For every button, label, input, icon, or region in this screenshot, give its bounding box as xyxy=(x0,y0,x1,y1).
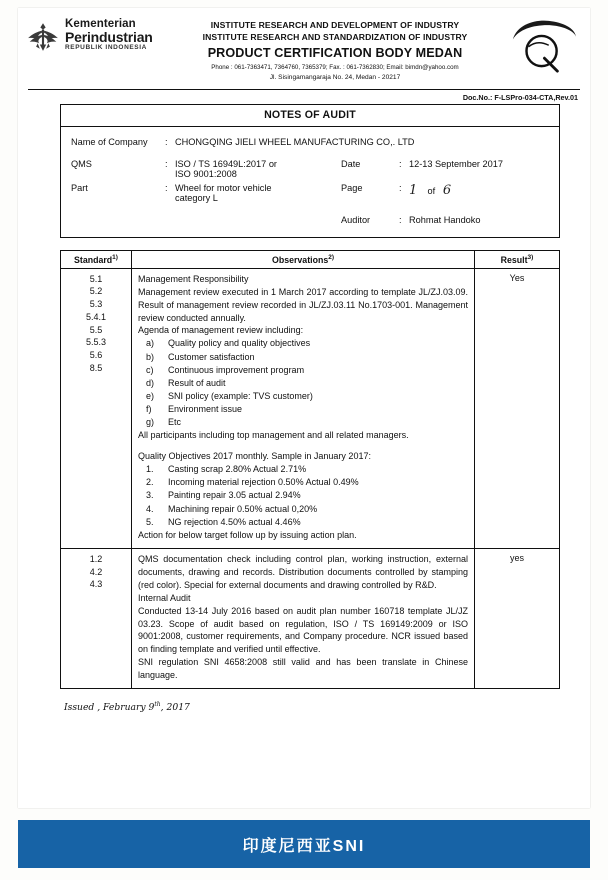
doc-number: Doc.No.: F-LSPro-034-CTA,Rev.01 xyxy=(462,92,578,102)
standard-item: 5.6 xyxy=(89,350,103,361)
row2-result: yes xyxy=(475,548,560,689)
date-colon: : xyxy=(399,158,402,169)
part-value-line1: Wheel for motor vehicle xyxy=(175,182,272,193)
qms-block xyxy=(61,159,341,179)
qms-label: QMS xyxy=(71,158,92,169)
list-text: Quality policy and quality objectives xyxy=(168,338,311,349)
header-observations-label: Observations xyxy=(271,254,329,265)
observation-paragraph: Agenda of management review including: xyxy=(138,325,304,336)
list-item xyxy=(146,489,468,502)
org-line2: INSTITUTE RESEARCH AND STANDARDIZATION OF INDUSTRY xyxy=(202,31,468,42)
org-address: Jl. Sisingamangaraja No. 24, Medan - 20217 xyxy=(269,74,401,82)
row-spacer xyxy=(61,149,559,157)
part-value xyxy=(175,183,341,203)
notes-info-grid xyxy=(61,127,559,237)
header-result xyxy=(475,250,560,268)
list-item xyxy=(146,351,468,364)
paragraph-spacer xyxy=(138,442,468,450)
list-text: NG rejection 4.50% actual 4.46% xyxy=(168,516,301,527)
company-value: CHONGQING JIELI WHEEL MANUFACTURING CO,. LTD xyxy=(175,136,415,147)
qms-value-line2: ISO 9001:2008 xyxy=(175,168,237,179)
auditor-colon: : xyxy=(399,214,402,225)
table-header-row xyxy=(61,250,560,268)
header-standard-label: Standard xyxy=(74,254,113,265)
list-marker: c) xyxy=(146,364,154,375)
org-contact: Phone : 061-7363471, 7364760, 7365379; Fax. : 061-7362830; Email: bimdn@yahoo.com xyxy=(211,64,459,72)
issued-ordinal: th xyxy=(154,701,161,709)
observation-paragraph: Management Responsibility xyxy=(138,273,249,284)
date-block xyxy=(341,159,559,169)
page-label: Page xyxy=(341,182,363,193)
header-observations xyxy=(132,250,475,268)
garuda-eagle-icon xyxy=(26,20,60,54)
auditor-row xyxy=(61,213,559,227)
row2-observations xyxy=(132,548,475,689)
list-marker: g) xyxy=(146,417,155,428)
date-value: 12-13 September 2017 xyxy=(409,158,503,169)
list-marker: d) xyxy=(146,377,155,388)
observation-paragraph: Conducted 13-14 July 2016 based on audit plan number 160718 template JL/JZ 03.23. Scope of audit based on regulation, ISO / TS 169149:2009 or ISO 9001:2008, customer requirements, and Company procedure. NCR issued based on finding template and verified until effective. xyxy=(138,605,468,655)
row1-result: Yes xyxy=(475,268,560,548)
list-text: Casting scrap 2.80% Actual 2.71% xyxy=(168,464,307,475)
ministry-line3: REPUBLIK INDONESIA xyxy=(65,43,147,51)
page-total: 6 xyxy=(442,182,452,198)
list-marker: a) xyxy=(146,338,155,349)
auditor-block xyxy=(341,215,559,225)
observation-paragraph: All participants including top management and all related managers. xyxy=(138,430,409,441)
standard-item: 5.1 xyxy=(89,273,103,284)
list-text: Result of audit xyxy=(168,377,226,388)
notes-title: NOTES OF AUDIT xyxy=(61,105,559,127)
list-text: Customer satisfaction xyxy=(168,351,255,362)
list-text: Machining repair 0.50% actual 0,20% xyxy=(168,503,318,514)
footer-banner xyxy=(18,820,590,868)
header-standard xyxy=(61,250,132,268)
ministry-title xyxy=(65,18,153,52)
org-line3: PRODUCT CERTIFICATION BODY MEDAN xyxy=(207,46,463,61)
standard-item: 5.2 xyxy=(89,286,103,297)
list-item xyxy=(146,516,468,529)
list-text: Environment issue xyxy=(168,404,243,415)
list-marker: f) xyxy=(146,404,152,415)
agenda-list xyxy=(138,337,468,429)
list-marker: 2. xyxy=(146,477,154,488)
page-of: of xyxy=(427,185,436,196)
observation-paragraph: Management review executed in 1 March 2017 according to template JL/ZJ.03.09. Result of management review recorded in JL/ZJ.03.11 No.1703-001. Management review conducted annually. xyxy=(138,286,468,323)
scanned-document xyxy=(18,8,590,808)
org-line1: INSTITUTE RESEARCH AND DEVELOPMENT OF INDUSTRY xyxy=(210,20,460,30)
part-label: Part xyxy=(71,182,88,193)
standard-item: 8.5 xyxy=(89,363,103,373)
issued-prefix: Issued , February 9 xyxy=(64,702,155,714)
objectives-list xyxy=(138,463,468,529)
company-label: Name of Company xyxy=(71,136,148,147)
part-value-line2: category L xyxy=(175,192,218,203)
list-item xyxy=(146,377,468,390)
table-head xyxy=(61,250,560,268)
list-text: Incoming material rejection 0.50% Actual 0.49% xyxy=(168,477,359,488)
qms-value-line1: ISO / TS 16949L:2017 or xyxy=(175,158,277,169)
footer-text: 印度尼西亚SNI xyxy=(242,837,366,855)
standard-item: 4.2 xyxy=(89,566,103,577)
list-text: Painting repair 3.05 actual 2.94% xyxy=(168,490,301,501)
ministry-logo-block xyxy=(26,18,166,54)
list-text: SNI policy (example: TVS customer) xyxy=(168,390,313,401)
list-marker: 1. xyxy=(146,464,154,475)
audit-findings-table xyxy=(60,250,560,690)
page-block xyxy=(341,183,559,198)
page-colon: : xyxy=(399,182,402,193)
list-text: Etc xyxy=(168,417,182,428)
list-item xyxy=(146,476,468,489)
standard-item: 5.5.3 xyxy=(85,337,107,348)
list-marker: 5. xyxy=(146,516,154,527)
lspro-medan-stamp-icon xyxy=(507,18,579,74)
qms-date-row xyxy=(61,157,559,181)
observation-paragraph: QMS documentation check including control plan, working instruction, external documents, drawing and records. Distribution documents controlled by stamping (red color). Special for external documents and drawing controlled by R&D. xyxy=(138,553,468,590)
header-result-sup: 3) xyxy=(527,253,534,261)
lspro-logo-block xyxy=(504,18,582,74)
list-item xyxy=(146,390,468,403)
standard-item: 5.5 xyxy=(89,324,103,335)
row2-standards xyxy=(61,548,132,689)
page-current: 1 xyxy=(409,182,418,198)
ministry-line1: Kementerian xyxy=(65,18,136,30)
list-item xyxy=(146,364,468,377)
row1-standards xyxy=(61,268,132,548)
table-row xyxy=(61,268,560,548)
part-colon: : xyxy=(165,182,168,193)
qms-value xyxy=(175,159,341,179)
observation-paragraph: SNI regulation SNI 4658:2008 still valid and has been translate in Chinese language. xyxy=(138,657,468,681)
issued-suffix: , 2017 xyxy=(160,702,190,714)
objectives-intro: Quality Objectives 2017 monthly. Sample in January 2017: xyxy=(138,451,371,462)
organization-title xyxy=(166,18,504,83)
company-colon: : xyxy=(165,136,168,147)
standard-item: 5.4.1 xyxy=(85,311,107,322)
header-standard-sup: 1) xyxy=(112,253,118,261)
list-text: Continuous improvement program xyxy=(168,364,305,375)
list-item xyxy=(146,416,468,429)
part-block xyxy=(61,183,341,203)
notes-of-audit-box xyxy=(60,104,560,238)
observation-closing: Action for below target follow up by issuing action plan. xyxy=(138,529,357,540)
standard-item: 1.2 xyxy=(89,553,103,564)
qms-colon: : xyxy=(165,158,168,169)
page-value xyxy=(409,183,559,198)
list-item xyxy=(146,337,468,350)
list-marker: e) xyxy=(146,390,155,401)
header-result-label: Result xyxy=(500,254,528,265)
part-page-row xyxy=(61,181,559,205)
standard-item: 5.3 xyxy=(89,299,103,310)
standard-item: 4.3 xyxy=(89,579,103,590)
list-item xyxy=(146,403,468,416)
table-body xyxy=(61,268,560,689)
list-marker: b) xyxy=(146,351,155,362)
table-row xyxy=(61,548,560,689)
company-row xyxy=(61,135,559,149)
list-item xyxy=(146,463,468,476)
document-header xyxy=(18,8,590,87)
list-marker: 3. xyxy=(146,490,154,501)
issued-line xyxy=(64,701,590,713)
list-item xyxy=(146,503,468,516)
auditor-value: Rohmat Handoko xyxy=(409,214,481,225)
ministry-line2: Perindustrian xyxy=(65,29,153,46)
row1-observations xyxy=(132,268,475,548)
auditor-label: Auditor xyxy=(341,214,371,225)
header-observations-sup: 2) xyxy=(328,253,334,261)
row-spacer-2 xyxy=(61,205,559,213)
observation-paragraph: Internal Audit xyxy=(138,592,191,603)
date-label: Date xyxy=(341,158,361,169)
list-marker: 4. xyxy=(146,503,154,514)
